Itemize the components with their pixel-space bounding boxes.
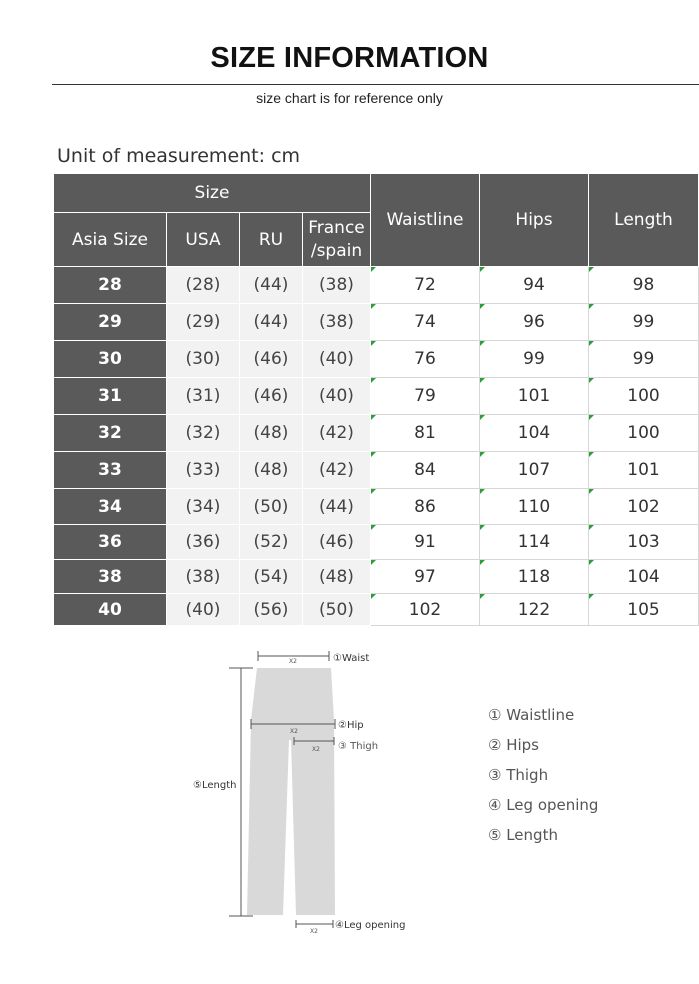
cell-asia-size: 40 bbox=[54, 594, 167, 626]
header-usa: USA bbox=[167, 213, 240, 267]
cell-ru: (56) bbox=[240, 594, 303, 626]
length-label: ⑤Length bbox=[193, 780, 237, 791]
cell-usa: (30) bbox=[167, 341, 240, 378]
waist-label: ①Waist bbox=[333, 653, 370, 664]
legend-item-hips: ② Hips bbox=[488, 736, 539, 754]
cell-france-spain: (42) bbox=[303, 452, 371, 489]
cell-waistline: 86 bbox=[371, 489, 480, 525]
cell-usa: (38) bbox=[167, 560, 240, 594]
cell-length: 100 bbox=[589, 415, 699, 452]
cell-asia-size: 34 bbox=[54, 489, 167, 525]
cell-ru: (46) bbox=[240, 341, 303, 378]
page-title: SIZE INFORMATION bbox=[210, 42, 489, 74]
hip-label: ②Hip bbox=[338, 720, 364, 731]
waist-x2-label: X2 bbox=[289, 658, 297, 665]
cell-asia-size: 33 bbox=[54, 452, 167, 489]
legend-item-leg-opening: ④ Leg opening bbox=[488, 796, 599, 814]
cell-france-spain: (48) bbox=[303, 560, 371, 594]
size-table bbox=[54, 174, 699, 626]
cell-ru: (52) bbox=[240, 525, 303, 560]
cell-usa: (28) bbox=[167, 267, 240, 304]
cell-length: 105 bbox=[589, 594, 699, 626]
legend-item-waistline: ① Waistline bbox=[488, 706, 575, 724]
subtitle: size chart is for reference only bbox=[256, 90, 443, 106]
cell-hips: 118 bbox=[480, 560, 589, 594]
thigh-x2-label: X2 bbox=[312, 746, 320, 753]
cell-length: 100 bbox=[589, 378, 699, 415]
cell-hips: 96 bbox=[480, 304, 589, 341]
cell-france-spain: (50) bbox=[303, 594, 371, 626]
header-length: Length bbox=[589, 174, 699, 267]
legend-item-thigh: ③ Thigh bbox=[488, 766, 549, 784]
header-france-spain: France /spain bbox=[303, 213, 371, 267]
cell-hips: 122 bbox=[480, 594, 589, 626]
cell-asia-size: 38 bbox=[54, 560, 167, 594]
cell-hips: 104 bbox=[480, 415, 589, 452]
cell-length: 99 bbox=[589, 341, 699, 378]
cell-usa: (33) bbox=[167, 452, 240, 489]
cell-ru: (44) bbox=[240, 304, 303, 341]
cell-asia-size: 29 bbox=[54, 304, 167, 341]
cell-france-spain: (46) bbox=[303, 525, 371, 560]
cell-france-spain: (44) bbox=[303, 489, 371, 525]
cell-asia-size: 36 bbox=[54, 525, 167, 560]
cell-waistline: 74 bbox=[371, 304, 480, 341]
cell-france-spain: (40) bbox=[303, 341, 371, 378]
leg-opening-label: ④Leg opening bbox=[335, 920, 406, 931]
header-waistline: Waistline bbox=[371, 174, 480, 267]
cell-france-spain: (38) bbox=[303, 267, 371, 304]
cell-ru: (48) bbox=[240, 452, 303, 489]
header-asia-size: Asia Size bbox=[54, 213, 167, 267]
cell-ru: (50) bbox=[240, 489, 303, 525]
cell-usa: (29) bbox=[167, 304, 240, 341]
cell-hips: 114 bbox=[480, 525, 589, 560]
cell-length: 99 bbox=[589, 304, 699, 341]
cell-france-spain: (40) bbox=[303, 378, 371, 415]
measurement-legend bbox=[488, 705, 598, 855]
cell-hips: 101 bbox=[480, 378, 589, 415]
header-hips: Hips bbox=[480, 174, 589, 267]
cell-waistline: 84 bbox=[371, 452, 480, 489]
cell-length: 101 bbox=[589, 452, 699, 489]
title-divider bbox=[52, 84, 699, 85]
pants-silhouette bbox=[247, 668, 335, 915]
legend-item-length: ⑤ Length bbox=[488, 826, 558, 844]
cell-length: 103 bbox=[589, 525, 699, 560]
cell-usa: (31) bbox=[167, 378, 240, 415]
cell-waistline: 102 bbox=[371, 594, 480, 626]
cell-ru: (54) bbox=[240, 560, 303, 594]
cell-waistline: 81 bbox=[371, 415, 480, 452]
cell-length: 102 bbox=[589, 489, 699, 525]
cell-ru: (46) bbox=[240, 378, 303, 415]
cell-hips: 110 bbox=[480, 489, 589, 525]
cell-asia-size: 30 bbox=[54, 341, 167, 378]
header-ru: RU bbox=[240, 213, 303, 267]
cell-length: 104 bbox=[589, 560, 699, 594]
cell-waistline: 76 bbox=[371, 341, 480, 378]
cell-ru: (44) bbox=[240, 267, 303, 304]
cell-hips: 99 bbox=[480, 341, 589, 378]
cell-france-spain: (42) bbox=[303, 415, 371, 452]
cell-asia-size: 28 bbox=[54, 267, 167, 304]
cell-waistline: 79 bbox=[371, 378, 480, 415]
hip-x2-label: X2 bbox=[290, 728, 298, 735]
cell-france-spain: (38) bbox=[303, 304, 371, 341]
cell-waistline: 97 bbox=[371, 560, 480, 594]
cell-asia-size: 31 bbox=[54, 378, 167, 415]
header-size-group: Size bbox=[54, 174, 371, 213]
cell-hips: 94 bbox=[480, 267, 589, 304]
cell-hips: 107 bbox=[480, 452, 589, 489]
cell-asia-size: 32 bbox=[54, 415, 167, 452]
leg-x2-label: X2 bbox=[310, 928, 318, 935]
cell-length: 98 bbox=[589, 267, 699, 304]
thigh-label: ③ Thigh bbox=[338, 741, 379, 752]
cell-usa: (36) bbox=[167, 525, 240, 560]
cell-waistline: 91 bbox=[371, 525, 480, 560]
cell-ru: (48) bbox=[240, 415, 303, 452]
cell-waistline: 72 bbox=[371, 267, 480, 304]
cell-usa: (40) bbox=[167, 594, 240, 626]
unit-label: Unit of measurement: cm bbox=[57, 145, 301, 167]
cell-usa: (34) bbox=[167, 489, 240, 525]
cell-usa: (32) bbox=[167, 415, 240, 452]
